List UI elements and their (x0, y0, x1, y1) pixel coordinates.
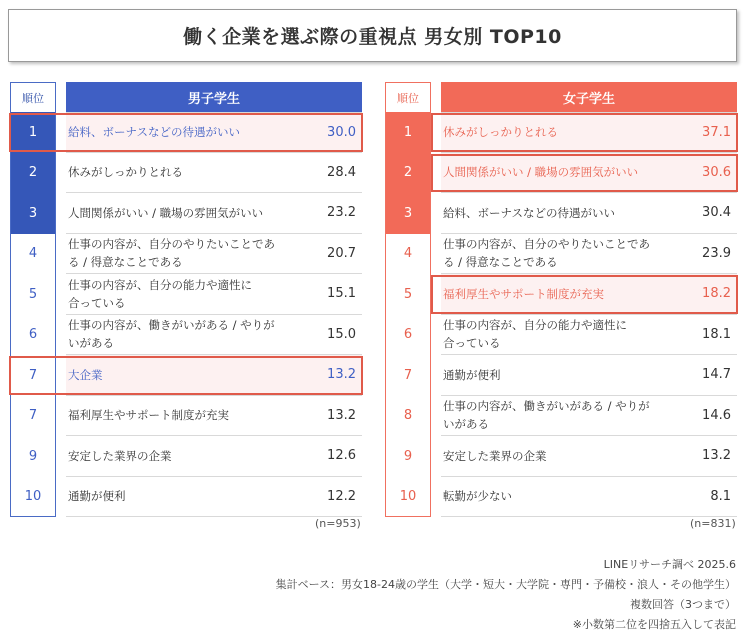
rank-cell: 6 (385, 315, 431, 356)
rank-header: 順位 (10, 82, 56, 112)
item-label: 安定した業界の企業 (68, 448, 172, 463)
item-value: 13.2 (702, 448, 731, 464)
item-cell (441, 153, 737, 194)
item-cell (66, 234, 362, 275)
item-value: 18.1 (702, 326, 731, 342)
rank-cell: 5 (10, 274, 56, 315)
rank-cell: 9 (385, 436, 431, 477)
item-value: 13.2 (327, 367, 356, 383)
item-cell (441, 396, 737, 437)
item-cell (66, 477, 362, 518)
table-row (385, 274, 737, 315)
table-row (385, 153, 737, 194)
item-label: 休みがしっかりとれる (443, 125, 558, 140)
item-label: 仕事の内容が、自分のやりたいことであ る / 得意なことである (68, 237, 275, 270)
item-label: 仕事の内容が、働きがいがある / やりが いがある (443, 399, 650, 432)
item-cell (66, 153, 362, 194)
table-row (10, 153, 362, 194)
item-cell (441, 315, 737, 356)
item-label: 大企業 (68, 367, 103, 382)
table-header (10, 82, 362, 112)
item-cell (441, 436, 737, 477)
source-note: LINEリサーチ調べ 2025.6 (603, 558, 736, 571)
table-row (10, 193, 362, 234)
table-row (10, 355, 362, 396)
item-label: 通勤が便利 (443, 367, 501, 382)
item-value: 12.6 (327, 448, 356, 464)
item-label: 通勤が便利 (68, 489, 126, 504)
table-row (385, 396, 737, 437)
table-row (10, 396, 362, 437)
item-label: 福利厚生やサポート制度が充実 (443, 286, 604, 301)
rank-cell: 4 (10, 234, 56, 275)
item-value: 37.1 (702, 124, 731, 140)
rank-cell: 2 (385, 153, 431, 194)
group-header-female: 女子学生 (441, 82, 737, 112)
item-cell (441, 234, 737, 275)
table-row (385, 112, 737, 153)
item-value: 30.0 (327, 124, 356, 140)
table-row (385, 477, 737, 518)
rank-header: 順位 (385, 82, 431, 112)
item-value: 18.2 (702, 286, 731, 302)
item-label: 転勤が少ない (443, 489, 512, 504)
item-cell (441, 477, 737, 518)
item-value: 30.4 (702, 205, 731, 221)
item-value: 12.2 (327, 488, 356, 504)
rounding-note: ※小数第二位を四捨五入して表記 (572, 618, 736, 631)
table-row (385, 355, 737, 396)
item-value: 14.6 (702, 407, 731, 423)
item-value: 8.1 (710, 488, 731, 504)
item-label: 安定した業界の企業 (443, 448, 547, 463)
item-cell (441, 355, 737, 396)
item-value: 20.7 (327, 245, 356, 261)
table-row (385, 436, 737, 477)
rank-cell: 9 (10, 436, 56, 477)
table-header (385, 82, 737, 112)
rank-cell: 7 (10, 396, 56, 437)
item-label: 人間関係がいい / 職場の雰囲気がいい (443, 165, 639, 180)
rank-cell: 10 (10, 477, 56, 518)
rank-cell: 5 (385, 274, 431, 315)
item-cell (66, 112, 362, 153)
item-label: 仕事の内容が、自分のやりたいことであ る / 得意なことである (443, 237, 650, 270)
item-value: 14.7 (702, 367, 731, 383)
item-label: 仕事の内容が、自分の能力や適性に 合っている (68, 277, 252, 310)
item-value: 13.2 (327, 407, 356, 423)
item-label: 休みがしっかりとれる (68, 165, 183, 180)
table-row (385, 234, 737, 275)
rank-cell: 10 (385, 477, 431, 518)
rank-cell: 1 (10, 112, 56, 153)
item-cell (441, 193, 737, 234)
table-row (10, 274, 362, 315)
group-header-male: 男子学生 (66, 82, 362, 112)
table-row (10, 112, 362, 153)
rank-cell: 1 (385, 112, 431, 153)
rank-cell: 4 (385, 234, 431, 275)
item-label: 給料、ボーナスなどの待遇がいい (68, 125, 241, 140)
item-cell (441, 112, 737, 153)
item-cell (66, 315, 362, 356)
item-label: 給料、ボーナスなどの待遇がいい (443, 205, 616, 220)
sample-size-male: (n=953) (315, 517, 361, 530)
table-row (10, 436, 362, 477)
rank-cell: 8 (385, 396, 431, 437)
rank-cell: 6 (10, 315, 56, 356)
table-row (10, 477, 362, 518)
item-label: 仕事の内容が、自分の能力や適性に 合っている (443, 318, 627, 351)
rank-cell: 7 (10, 355, 56, 396)
table-row (10, 234, 362, 275)
item-cell (66, 355, 362, 396)
item-label: 人間関係がいい / 職場の雰囲気がいい (68, 205, 264, 220)
item-cell (66, 193, 362, 234)
item-value: 28.4 (327, 164, 356, 180)
base-note: 集計ベース：男女18-24歳の学生（大学・短大・大学院・専門・予備校・浪人・その他学生） (275, 578, 736, 591)
item-label: 仕事の内容が、働きがいがある / やりが いがある (68, 318, 275, 351)
item-value: 23.9 (702, 245, 731, 261)
item-value: 23.2 (327, 205, 356, 221)
answer-type-note: 複数回答（3つまで） (630, 598, 736, 611)
rank-cell: 3 (385, 193, 431, 234)
item-value: 15.0 (327, 326, 356, 342)
male-ranking-table (10, 82, 362, 517)
table-row (10, 315, 362, 356)
chart-title: 働く企業を選ぶ際の重視点 男女別 TOP10 (8, 9, 737, 62)
rank-cell: 3 (10, 193, 56, 234)
item-cell (66, 274, 362, 315)
item-cell (66, 396, 362, 437)
item-value: 30.6 (702, 164, 731, 180)
rank-cell: 2 (10, 153, 56, 194)
table-row (385, 315, 737, 356)
rank-cell: 7 (385, 355, 431, 396)
item-value: 15.1 (327, 286, 356, 302)
item-cell (441, 274, 737, 315)
table-row (385, 193, 737, 234)
item-label: 福利厚生やサポート制度が充実 (68, 408, 229, 423)
sample-size-female: (n=831) (690, 517, 736, 530)
female-ranking-table (385, 82, 737, 517)
item-cell (66, 436, 362, 477)
